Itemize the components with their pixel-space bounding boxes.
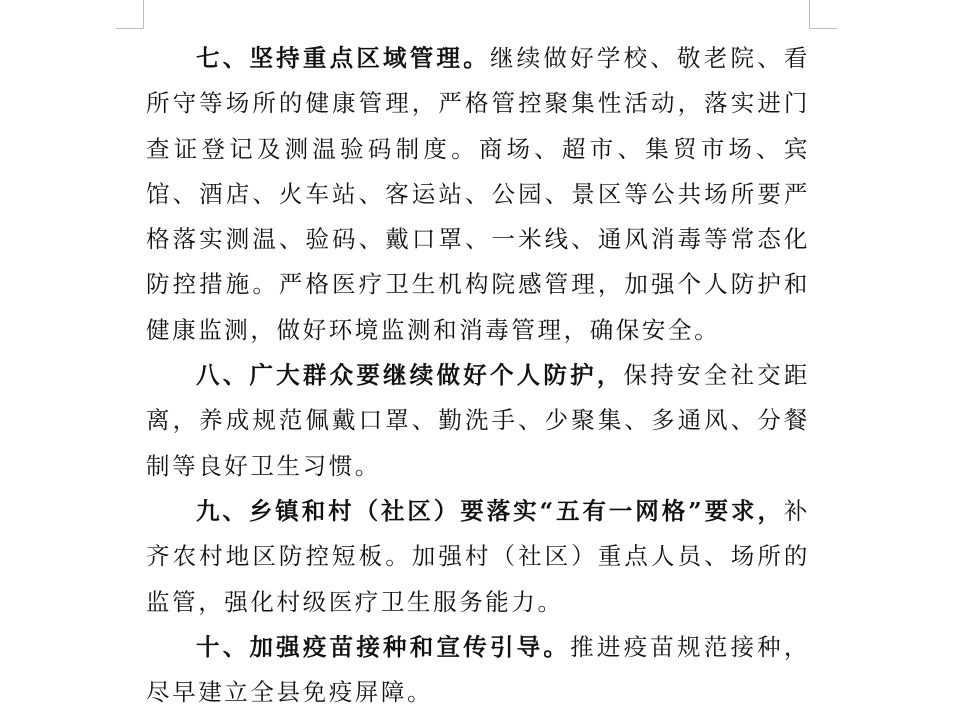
- section-text: 保持安全社交距离，养成规范佩戴口罩、勤洗手、少聚集、多通风、分餐制等良好卫生习惯。: [146, 361, 810, 480]
- margin-mark-horizontal-line: [116, 28, 144, 29]
- margin-mark-vertical-line: [143, 0, 144, 28]
- section-heading: 十、加强疫苗接种和宣传引导。: [196, 632, 571, 661]
- margin-mark-horizontal-line: [809, 28, 837, 29]
- document-body: [146, 36, 810, 715]
- section-text: 继续做好学校、敬老院、看所守等场所的健康管理，严格管控聚集性活动，落实进门查证登记及测温验码制度。商场、超市、集贸市场、宾馆、酒店、火车站、客运站、公园、景区等公共场所要严格落实测温、验码、戴口罩、一米线、通风消毒等常态化防控措施。严格医疗卫生机构院感管理，加强个人防护和健康监测，做好环境监测和消毒管理，确保安全。: [146, 44, 810, 344]
- margin-mark-vertical-line: [809, 0, 810, 28]
- section-text: 推进疫苗规范接种，尽早建立全县免疫屏障。: [146, 632, 811, 707]
- section-heading: 九、乡镇和村（社区）要落实“五有一网格”要求，: [196, 496, 784, 525]
- paragraph-section-7: [146, 36, 810, 353]
- section-heading: 七、坚持重点区域管理。: [196, 44, 490, 72]
- section-heading: 八、广大群众要继续做好个人防护，: [196, 361, 624, 390]
- paragraph-section-9: [146, 489, 810, 625]
- paragraph-section-8: [146, 353, 810, 489]
- section-text: 补齐农村地区防控短板。加强村（社区）重点人员、场所的监管，强化村级医疗卫生服务能力。: [146, 496, 810, 616]
- paragraph-section-10: [146, 625, 810, 716]
